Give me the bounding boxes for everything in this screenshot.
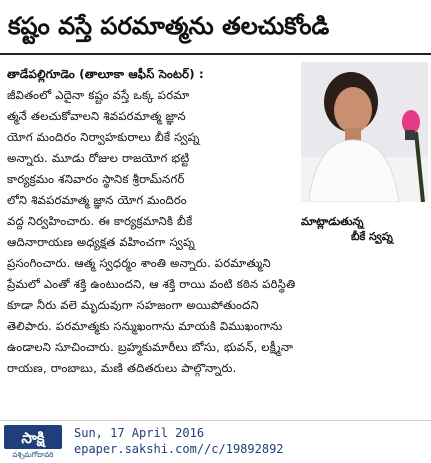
sakshi-logo-mark: [4, 425, 62, 459]
article-line: త్మనే తలచుకోవాలని శివపరమాత్మ జ్ఞాన: [7, 109, 186, 123]
caption-left: మాట్లాడుతున్న: [301, 215, 364, 228]
headline-rule: [0, 53, 431, 55]
article-line: ఆదినారాయణ అధ్యక్షత వహించగా స్వప్న: [7, 235, 195, 249]
article-line: కార్యక్రమం శనివారం స్థానిక శ్రీరామ్‌నగర్: [7, 172, 185, 186]
speaker-photo: [301, 62, 428, 202]
footer: [0, 420, 431, 462]
edition-date: Sun, 17 April 2016: [74, 426, 205, 440]
article-line: వద్ద నిర్వహించారు. ఈ కార్యక్రమానికి బీకే: [7, 214, 193, 228]
epaper-link[interactable]: epaper.sakshi.com//c/19892892: [74, 442, 284, 456]
article-line: లోని శివపరమాత్మ జ్ఞాన యోగ మందిరం: [7, 193, 187, 207]
article-line: అన్నారు. మూడు రోజుల రాజయోగ భట్టి: [7, 151, 190, 165]
footer-meta: [74, 425, 284, 457]
speaker-photo-illustration: [301, 62, 428, 202]
article-line: జీవితంలో ఎదైనా కష్టం వస్తే ఒక్క పరమా: [7, 88, 190, 102]
logo-text: సాక్షి: [21, 429, 45, 447]
article-line: కూడా నీరు వలె మృదువుగా సహజంగా అయిపోతుందని: [7, 298, 259, 312]
photo-caption: [301, 214, 428, 244]
dateline: తాడేపల్లిగూడెం (తాలూకా ఆఫీస్ సెంటర్) :: [7, 67, 204, 81]
article-line: ప్రేమలో ఎంతో శక్తి ఉంటుందని, ఆ శక్తి రాయి వంటి కఠిన పరిస్థితి: [7, 277, 296, 291]
article-line: ప్రసంగించారు. ఆత్మ స్వధర్మం శాంతి అన్నారు. పరమాత్ముని: [7, 256, 271, 270]
caption-right: బీకే స్వప్న: [351, 230, 393, 243]
article-line: యోగ మందిరం నిర్వాహకురాలు బీకే స్వప్న: [7, 130, 200, 144]
headline: కష్టం వస్తే పరమాత్మను తలచుకోండి: [0, 0, 431, 52]
sakshi-logo: [4, 425, 62, 459]
article-line: ఉండాలని సూచించారు. బ్రహ్మకుమారీలు బోసు, భువన్, లక్ష్మీనా: [7, 340, 294, 354]
article-line: రాయణ, రాంబాబు, మణి తదితరులు పాల్గొన్నారు.: [7, 361, 237, 375]
logo-subtext: పశ్చిమగోదావరి: [12, 451, 54, 459]
article-line: తెలిపారు. పరమాత్మకు సన్ముఖంగాను మాయకి విముఖంగాను: [7, 319, 283, 333]
